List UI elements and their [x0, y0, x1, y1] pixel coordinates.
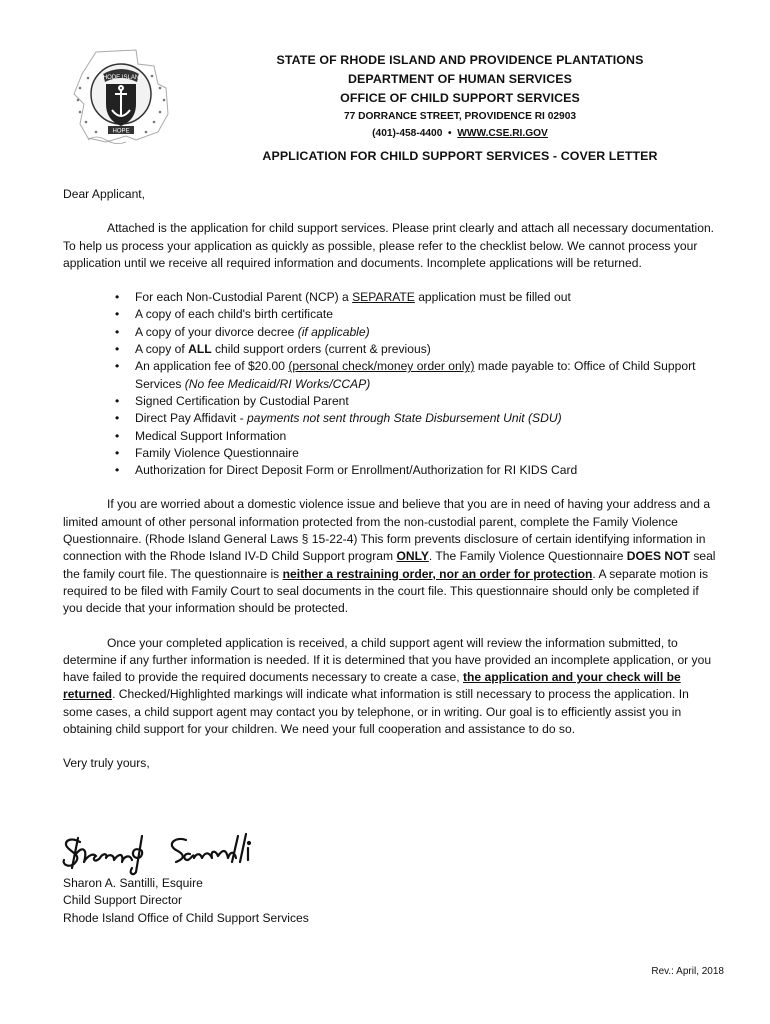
bullet: •: [115, 411, 120, 426]
list-item: • A copy of your divorce decree (if applicable): [63, 324, 719, 341]
list-item: • Signed Certification by Custodial Parent: [63, 393, 719, 410]
state-seal-logo: [66, 44, 176, 150]
domestic-violence-paragraph: If you are worried about a domestic violence issue and believe that you are in need of having your address and a limited amount of other personal information protected from the non-custodial parent, complete the Family Violence Questionnaire. (Rhode Island General Laws § 15-22-4) This form prevents disclosure of certain identifying information in connection with the Rhode Island IV-D Child Support program ONLY. The Family Violence Questionnaire DOES NOT seal the family court file. The questionnaire is neither a restraining order, nor an order for protection. A separate motion is required to be filed with Family Court to seal documents in the court file. This questionnaire should only be completed if you decide that your information should be protected.: [63, 497, 716, 616]
letterhead: [180, 51, 740, 166]
bullet: •: [115, 359, 120, 374]
signer-office: Rhode Island Office of Child Support Services: [63, 910, 309, 925]
office-name: OFFICE OF CHILD SUPPORT SERVICES: [340, 91, 580, 105]
list-item: • Medical Support Information: [63, 428, 719, 445]
list-item: • Authorization for Direct Deposit Form or Enrollment/Authorization for RI KIDS Card: [63, 462, 719, 479]
phone-number: (401)-458-4400: [372, 128, 443, 139]
contact-line: [180, 125, 740, 142]
review-paragraph: Once your completed application is received, a child support agent will review the information submitted, to determine if any further information is needed. If it is determined that you have provided an incomplete application, or you have failed to provide the required documents necessary to create a case, the application and your check will be returned. Checked/Highlighted markings will indicate what information is still necessary to process the application. In some cases, a child support agent may contact you by telephone, or in writing. Our goal is to efficiently assist you in obtaining child support for your children. We need your full cooperation and assistance to do so.: [63, 635, 712, 737]
bullet: •: [115, 445, 120, 460]
letter-body: [63, 186, 719, 773]
list-item: • Direct Pay Affidavit - payments not sent through State Disbursement Unit (SDU): [63, 410, 719, 427]
department-name: DEPARTMENT OF HUMAN SERVICES: [347, 72, 572, 86]
signer-name: Sharon A. Santilli, Esquire: [63, 876, 203, 890]
seal-motto: HOPE: [112, 128, 130, 135]
bullet: •: [115, 290, 120, 305]
bullet: •: [115, 393, 120, 408]
closing: Very truly yours,: [63, 756, 150, 771]
intro-paragraph: Attached is the application for child support services. Please print clearly and attach all necessary documentation. To help us process your application as quickly as possible, please refer to the checklist below. We cannot process your application until we receive all required information and documents. Incomplete applications will be returned.: [63, 221, 715, 270]
list-item: • A copy of ALL child support orders (current & previous): [63, 341, 719, 358]
bullet: •: [115, 307, 120, 322]
revision-date: Rev.: April, 2018: [651, 966, 724, 977]
bullet: •: [115, 342, 120, 357]
bullet: •: [115, 428, 120, 443]
list-item: • For each Non-Custodial Parent (NCP) a SEPARATE application must be filled out: [63, 289, 719, 306]
document-title: APPLICATION FOR CHILD SUPPORT SERVICES - COVER LETTER: [262, 149, 658, 163]
list-item: • A copy of each child's birth certificate: [63, 306, 719, 323]
handwritten-signature: [58, 828, 328, 878]
state-name: STATE OF RHODE ISLAND AND PROVIDENCE PLANTATIONS: [276, 53, 644, 67]
signature-block: [63, 875, 309, 927]
signer-title: Child Support Director: [63, 893, 182, 908]
website-link[interactable]: WWW.CSE.RI.GOV: [457, 128, 548, 139]
salutation: Dear Applicant,: [63, 187, 146, 201]
bullet: •: [115, 463, 120, 478]
bullet: •: [115, 324, 120, 339]
office-address: 77 DORRANCE STREET, PROVIDENCE RI 02903: [343, 111, 577, 122]
list-item: • Family Violence Questionnaire: [63, 445, 719, 462]
document-checklist: [63, 289, 719, 479]
seal-top-text: RHODE ISLAND: [98, 75, 144, 81]
list-item: • An application fee of $20.00 (personal check/money order only) made payable to: Office of Child Support Services (No fee Medicaid/RI Works/CCAP): [115, 359, 696, 391]
separator-dot: •: [448, 128, 452, 139]
